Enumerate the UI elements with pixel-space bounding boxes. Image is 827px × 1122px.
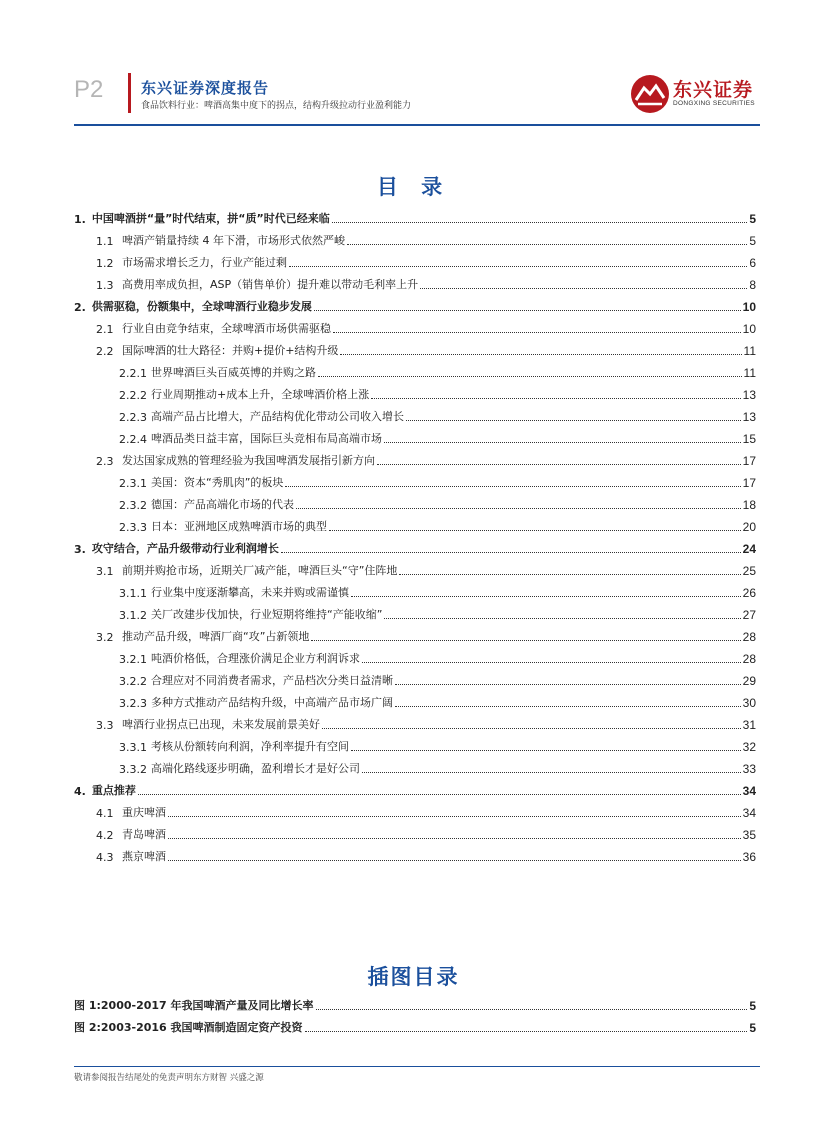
toc-entry-number: 3.3.1 <box>119 741 147 754</box>
toc-leader-dots <box>285 485 740 487</box>
toc-entry-number: 2. <box>74 301 86 314</box>
toc-entry[interactable] <box>96 804 756 820</box>
toc-entry-page: 10 <box>742 300 756 314</box>
toc-leader-dots <box>399 573 740 575</box>
toc-entry-page: 36 <box>742 850 756 864</box>
toc-entry-page: 13 <box>742 410 756 424</box>
toc-entry-title: 国际啤酒的壮大路径：并购+提价+结构升级 <box>122 344 339 357</box>
toc-leader-dots <box>138 793 741 795</box>
toc-entry-title: 高端产品占比增大，产品结构优化带动公司收入增长 <box>151 410 404 423</box>
toc-leader-dots <box>333 331 741 333</box>
toc-entry[interactable] <box>119 760 756 776</box>
toc-entry-page: 20 <box>742 520 756 534</box>
toc-entry-title: 行业自由竞争结束，全球啤酒市场供需驱稳 <box>122 322 331 335</box>
toc-entry-number: 3. <box>74 543 86 556</box>
figure-entry[interactable] <box>74 997 756 1013</box>
toc-entry-page: 15 <box>742 432 756 446</box>
toc-leader-dots <box>395 705 741 707</box>
toc-entry-number: 2.2.2 <box>119 389 147 402</box>
toc-entry-title: 市场需求增长乏力，行业产能过剩 <box>122 256 287 269</box>
toc-entry-number: 2.2.1 <box>119 367 147 380</box>
toc-leader-dots <box>322 727 741 729</box>
toc-entry[interactable] <box>119 430 756 446</box>
toc-entry-title: 攻守结合，产品升级带动行业利润增长 <box>91 542 279 555</box>
toc-entry-number: 4.2 <box>96 829 114 842</box>
toc-entry-title: 推动产品升级，啤酒厂商“攻”占新领地 <box>122 630 310 643</box>
toc-entry[interactable] <box>119 364 756 380</box>
toc-leader-dots <box>347 243 747 245</box>
toc-entry-page: 26 <box>742 586 756 600</box>
report-title: 东兴证券深度报告 <box>141 79 270 97</box>
toc-leader-dots <box>318 375 742 377</box>
toc-entry-page: 6 <box>749 256 756 270</box>
toc-entry[interactable] <box>96 232 756 248</box>
toc-entry-number: 3.2.1 <box>119 653 147 666</box>
toc-leader-dots <box>420 287 747 289</box>
toc-entry-number: 2.3.1 <box>119 477 147 490</box>
footer-disclaimer: 敬请参阅报告结尾处的免责声明东方财智 兴盛之源 <box>74 1073 264 1083</box>
toc-entry[interactable] <box>96 452 756 468</box>
toc-entry-number: 1.1 <box>96 235 114 248</box>
toc-entry-title: 重庆啤酒 <box>122 806 166 819</box>
toc-entry[interactable] <box>74 210 756 226</box>
toc-entry-title: 多种方式推动产品结构升级，中高端产品市场广阔 <box>151 696 393 709</box>
toc-entry-number: 3.3 <box>96 719 114 732</box>
figure-entry-title: 图 1:2000-2017 年我国啤酒产量及同比增长率 <box>74 999 314 1012</box>
toc-entry-title: 美国：资本“秀肌肉”的板块 <box>151 476 284 489</box>
toc-entry[interactable] <box>74 540 756 556</box>
toc-entry-number: 1. <box>74 213 86 226</box>
toc-entry-page: 25 <box>742 564 756 578</box>
toc-entry-page: 17 <box>742 476 756 490</box>
toc-entry-number: 2.2.4 <box>119 433 147 446</box>
toc-entry-number: 3.2.2 <box>119 675 147 688</box>
toc-entry-page: 29 <box>742 674 756 688</box>
toc-entry-number: 3.1.1 <box>119 587 147 600</box>
toc-entry[interactable] <box>74 782 756 798</box>
toc-entry-number: 4. <box>74 785 86 798</box>
toc-leader-dots <box>406 419 741 421</box>
toc-entry-title: 前期并购抢市场，近期关厂减产能，啤酒巨头“守”住阵地 <box>122 564 398 577</box>
toc-entry-title: 高费用率成负担，ASP（销售单价）提升难以带动毛利率上升 <box>122 278 419 291</box>
toc-leader-dots <box>311 639 740 641</box>
toc-entry-title: 行业集中度逐渐攀高，未来并购或需谨慎 <box>151 586 349 599</box>
toc-leader-dots <box>329 529 741 531</box>
toc-entry[interactable] <box>74 298 756 314</box>
toc-entry-title: 啤酒行业拐点已出现，未来发展前景美好 <box>122 718 320 731</box>
toc-entry-number: 3.2.3 <box>119 697 147 710</box>
toc-heading: 目 录 <box>376 175 451 199</box>
page-number: P2 <box>74 76 104 103</box>
figure-entry-title: 图 2:2003-2016 我国啤酒制造固定资产投资 <box>74 1021 303 1034</box>
toc-entry-page: 5 <box>749 234 756 248</box>
toc-entry-number: 4.1 <box>96 807 114 820</box>
toc-leader-dots <box>395 683 741 685</box>
toc-leader-dots <box>332 221 748 223</box>
toc-entry-page: 27 <box>742 608 756 622</box>
report-subtitle: 食品饮料行业：啤酒高集中度下的拐点，结构升级拉动行业盈利能力 <box>141 101 412 111</box>
toc-entry-title: 发达国家成熟的管理经验为我国啤酒发展指引新方向 <box>122 454 375 467</box>
toc-leader-dots <box>384 617 740 619</box>
toc-leader-dots <box>362 661 741 663</box>
dongxing-emblem-icon <box>630 74 670 114</box>
toc-entry-number: 2.1 <box>96 323 114 336</box>
toc-entry-number: 1.3 <box>96 279 114 292</box>
toc-leader-dots <box>351 595 741 597</box>
toc-entry-title: 吨酒价格低，合理涨价满足企业方利润诉求 <box>151 652 360 665</box>
toc-entry-page: 11 <box>743 344 756 358</box>
toc-entry-number: 2.2.3 <box>119 411 147 424</box>
toc-leader-dots <box>362 771 741 773</box>
figure-leader-dots <box>316 1008 748 1010</box>
toc-entry-page: 30 <box>742 696 756 710</box>
toc-entry[interactable] <box>119 496 756 512</box>
toc-entry-title: 行业周期推动+成本上升，全球啤酒价格上涨 <box>151 388 370 401</box>
toc-entry[interactable] <box>96 716 756 732</box>
figure-entry[interactable] <box>74 1019 756 1035</box>
toc-entry-page: 35 <box>742 828 756 842</box>
toc-entry-page: 11 <box>743 366 756 380</box>
toc-leader-dots <box>296 507 741 509</box>
toc-entry-title: 高端化路线逐步明确，盈利增长才是好公司 <box>151 762 360 775</box>
toc-entry[interactable] <box>96 254 756 270</box>
company-logo <box>630 74 762 114</box>
figure-leader-dots <box>305 1030 748 1032</box>
toc-leader-dots <box>168 815 741 817</box>
toc-entry-page: 13 <box>742 388 756 402</box>
toc-leader-dots <box>289 265 747 267</box>
toc-entry-title: 啤酒品类日益丰富，国际巨头竞相布局高端市场 <box>151 432 382 445</box>
toc-entry-title: 重点推荐 <box>91 784 136 797</box>
toc-entry[interactable] <box>96 848 756 864</box>
toc-entry[interactable] <box>119 474 756 490</box>
toc-entry-title: 啤酒产销量持续 4 年下滑，市场形式依然严峻 <box>122 234 345 247</box>
toc-entry-page: 34 <box>742 806 756 820</box>
toc-leader-dots <box>314 309 741 311</box>
toc-entry-page: 17 <box>742 454 756 468</box>
toc-leader-dots <box>377 463 741 465</box>
toc-entry-page: 32 <box>742 740 756 754</box>
toc-entry-title: 日本：亚洲地区成熟啤酒市场的典型 <box>151 520 327 533</box>
toc-leader-dots <box>168 837 741 839</box>
toc-entry-number: 3.3.2 <box>119 763 147 776</box>
toc-entry-number: 4.3 <box>96 851 114 864</box>
logo-english-name: DONGXING SECURITIES <box>673 100 755 107</box>
toc-entry-page: 18 <box>742 498 756 512</box>
toc-entry-number: 1.2 <box>96 257 114 270</box>
toc-entry-page: 28 <box>742 652 756 666</box>
toc-entry-number: 3.1.2 <box>119 609 147 622</box>
toc-entry-title: 合理应对不同消费者需求，产品档次分类日益清晰 <box>151 674 393 687</box>
toc-entry[interactable] <box>96 826 756 842</box>
toc-entry[interactable] <box>119 672 756 688</box>
toc-entry[interactable] <box>119 606 756 622</box>
toc-entry-page: 10 <box>742 322 756 336</box>
toc-entry-page: 5 <box>749 212 756 226</box>
toc-leader-dots <box>351 749 741 751</box>
toc-entry[interactable] <box>96 342 756 358</box>
toc-entry[interactable] <box>119 738 756 754</box>
header-rule <box>74 124 760 126</box>
toc-entry-page: 34 <box>742 784 756 798</box>
toc-entry[interactable] <box>96 276 756 292</box>
toc-entry-number: 2.3 <box>96 455 114 468</box>
toc-entry-page: 31 <box>742 718 756 732</box>
toc-leader-dots <box>371 397 740 399</box>
toc-entry[interactable] <box>119 518 756 534</box>
toc-entry-page: 8 <box>749 278 756 292</box>
toc-entry-number: 3.2 <box>96 631 114 644</box>
toc-entry[interactable] <box>119 650 756 666</box>
toc-entry-page: 33 <box>742 762 756 776</box>
toc-entry[interactable] <box>96 628 756 644</box>
footer-rule <box>74 1066 760 1067</box>
toc-entry-page: 28 <box>742 630 756 644</box>
toc-entry[interactable] <box>119 694 756 710</box>
toc-entry-title: 供需驱稳，份额集中，全球啤酒行业稳步发展 <box>91 300 312 313</box>
toc-entry-number: 2.3.3 <box>119 521 147 534</box>
toc-leader-dots <box>340 353 741 355</box>
figure-list-heading: 插图目录 <box>367 965 460 989</box>
figure-entry-page: 5 <box>749 999 756 1013</box>
toc-entry-title: 中国啤酒拼“量”时代结束，拼“质”时代已经来临 <box>91 212 330 225</box>
toc-entry-number: 3.1 <box>96 565 114 578</box>
figure-entry-page: 5 <box>749 1021 756 1035</box>
header-accent-bar <box>128 73 131 113</box>
toc-entry-title: 世界啤酒巨头百威英博的并购之路 <box>151 366 316 379</box>
toc-entry-title: 燕京啤酒 <box>122 850 166 863</box>
toc-entry[interactable] <box>119 408 756 424</box>
toc-entry-title: 关厂改建步伐加快，行业短期将维持“产能收缩” <box>151 608 383 621</box>
toc-entry-title: 青岛啤酒 <box>122 828 166 841</box>
toc-entry-page: 24 <box>742 542 756 556</box>
toc-entry[interactable] <box>119 584 756 600</box>
toc-entry[interactable] <box>119 386 756 402</box>
toc-entry-title: 德国：产品高端化市场的代表 <box>151 498 294 511</box>
toc-entry-number: 2.3.2 <box>119 499 147 512</box>
toc-leader-dots <box>281 551 741 553</box>
logo-chinese-name: 东兴证券 <box>673 79 754 101</box>
toc-entry[interactable] <box>96 320 756 336</box>
toc-leader-dots <box>168 859 741 861</box>
toc-leader-dots <box>384 441 741 443</box>
toc-entry-number: 2.2 <box>96 345 114 358</box>
toc-entry[interactable] <box>96 562 756 578</box>
toc-entry-title: 考核从份额转向利润，净利率提升有空间 <box>151 740 349 753</box>
